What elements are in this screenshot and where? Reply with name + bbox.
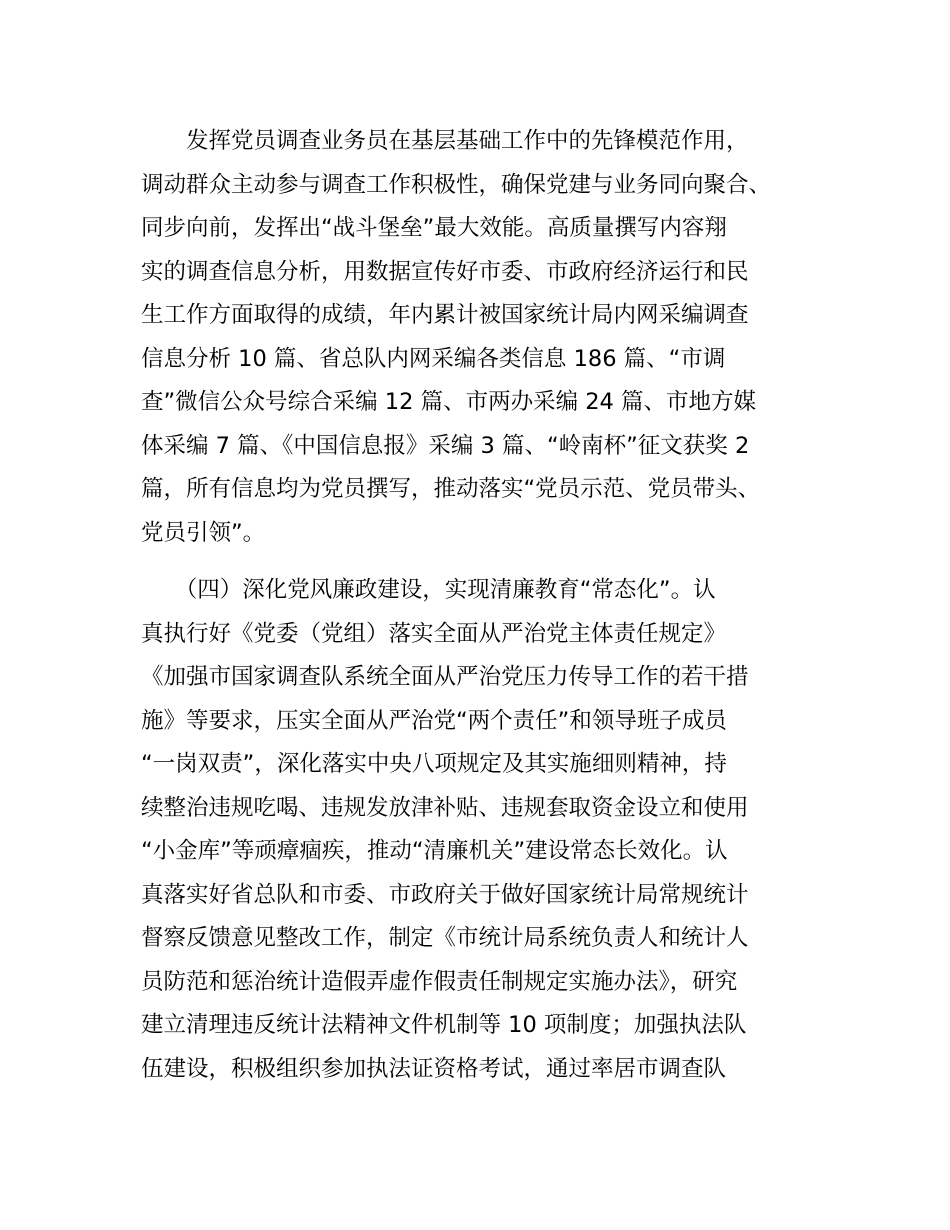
paragraph-line: 伍建设，积极组织参加执法证资格考试，通过率居市调查队 <box>141 1055 727 1082</box>
paragraph-line: 党员引领”。 <box>141 519 266 546</box>
paragraph-line: 续整治违规吃喝、违规发放津补贴、违规套取资金设立和使用 <box>141 794 749 821</box>
paragraph-line: （四）深化党风廉政建设，实现清廉教育“常态化”。认 <box>141 577 716 603</box>
paragraph-line: 同步向前，发挥出“战斗堡垒”最大效能。高质量撰写内容翔 <box>141 215 727 241</box>
paragraph-line: “一岗双责”，深化落实中央八项规定及其实施细则精神，持 <box>141 751 727 777</box>
paragraph-line: 员防范和惩治统计造假弄虚作假责任制规定实施办法》，研究 <box>141 968 738 995</box>
paragraph-line: 真执行好《党委（党组）落实全面从严治党主体责任规定》 <box>141 620 727 647</box>
paragraph-spacer <box>141 555 831 569</box>
paragraph-line: 实的调查信息分析，用数据宣传好市委、市政府经济运行和民 <box>141 258 749 285</box>
document-body <box>141 120 831 1091</box>
paragraph-line: “小金库”等顽瘴痼疾，推动“清廉机关”建设常态长效化。认 <box>141 838 728 864</box>
paragraph-line: 体采编 7 篇、《中国信息报》采编 3 篇、“岭南杯”征文获奖 2 <box>141 432 750 459</box>
paragraph-line: 建立清理违反统计法精神文件机制等 10 项制度；加强执法队 <box>141 1012 747 1038</box>
paragraph-line: 信息分析 10 篇、省总队内网采编各类信息 186 篇、“市调 <box>141 345 726 372</box>
paragraph-line: 查”微信公众号综合采编 12 篇、市两办采编 24 篇、市地方媒 <box>141 389 757 415</box>
paragraph-line: 施》等要求，压实全面从严治党“两个责任”和领导班子成员 <box>141 707 727 734</box>
paragraph-line: 生工作方面取得的成绩，年内累计被国家统计局内网采编调查 <box>141 302 749 328</box>
paragraph-line: 真落实好省总队和市委、市政府关于做好国家统计局常规统计 <box>141 881 749 908</box>
paragraph-1 <box>141 120 831 555</box>
paragraph-line: 篇，所有信息均为党员撰写，推动落实“党员示范、党员带头、 <box>141 476 761 502</box>
paragraph-2 <box>141 569 831 1091</box>
paragraph-line: 督察反馈意见整改工作，制定《市统计局系统负责人和统计人 <box>141 925 749 951</box>
paragraph-line: 《加强市国家调查队系统全面从严治党压力传导工作的若干措 <box>141 664 749 690</box>
paragraph-line: 调动群众主动参与调查工作积极性，确保党建与业务同向聚合、 <box>141 171 772 198</box>
paragraph-line: 发挥党员调查业务员在基层基础工作中的先锋模范作用， <box>141 128 749 154</box>
